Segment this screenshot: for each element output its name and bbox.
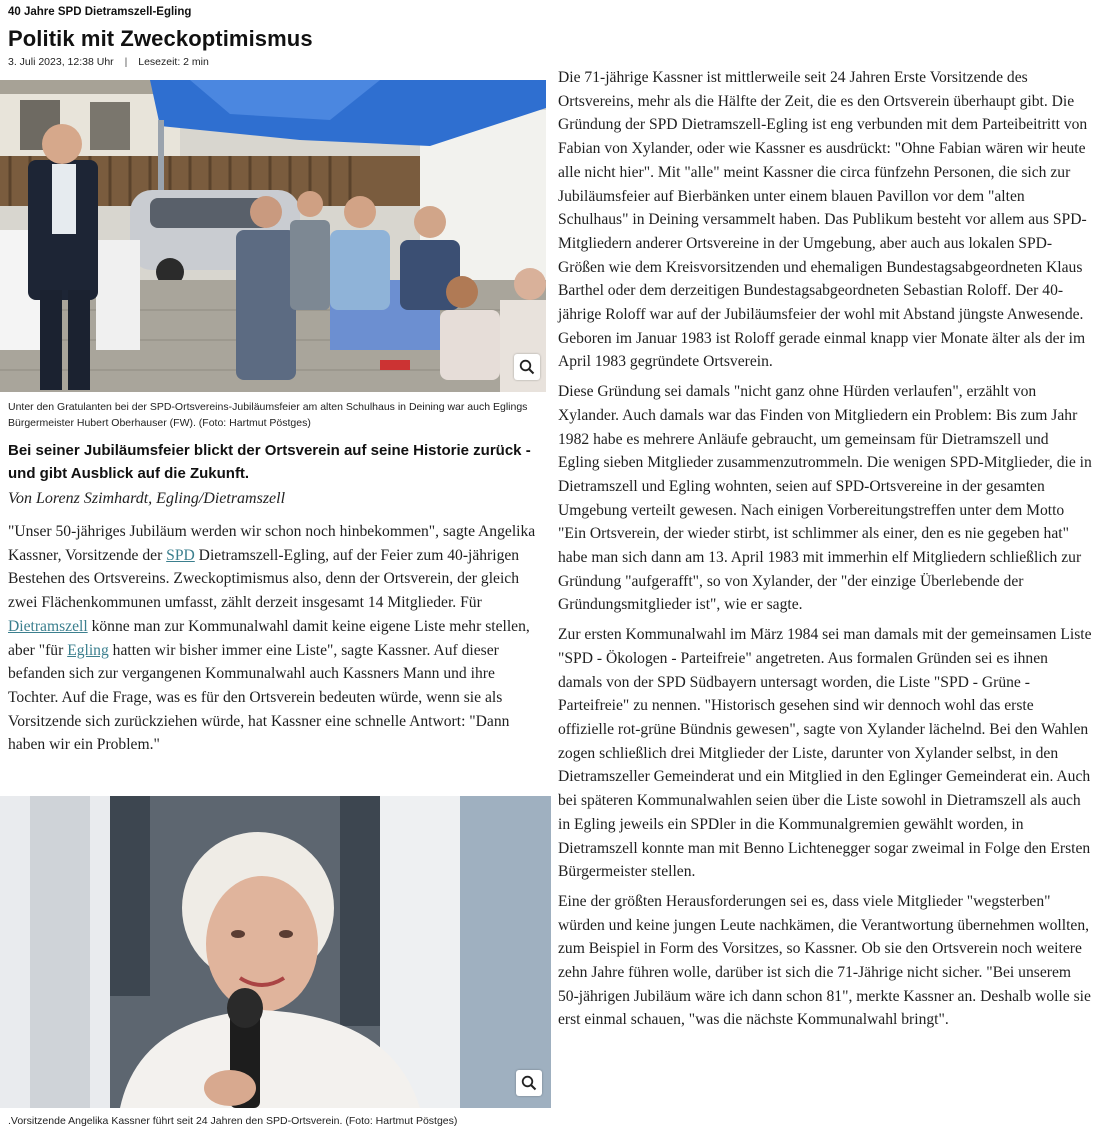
zoom-icon	[521, 1075, 537, 1091]
body-paragraph: Diese Gründung sei damals "nicht ganz ohne Hürden verlaufen", erzählt von Xylander. Auch damals war das Finden von Mitgliedern ein Problem: Bis zum Jahr 1982 habe es mehrere Anläufe gebraucht, um gemeinsam für Dietramszell und Egling sieben Mitglieder zusammenzutrommeln. Die wenigen SPD-Mitglieder, die in Dietramszell und Egling wohnten, seien auf SPD-Ortsvereine in der gesamten Umgebung verteilt gewesen. Nach einigen Vorbereitungstreffen unter dem Motto "Ein Ortsverein, der wieder stirbt, ist schlimmer als einer, den es nie gegeben hat" habe man sich dann am 13. April 1983 mit immerhin elf Mitgliedern schließlich zur Gründung "aufgerafft", so von Xylander, der "der einzige Überlebende der Gründungsmitglieder ist", wie er sagte.	[558, 383, 1092, 614]
reading-time: Lesezeit: 2 min	[138, 56, 209, 68]
lead-text: Dietramszell-Egling, auf der Feier zum 40-jährigen Bestehen des Ortsvereins. Zweckoptimismus also, denn der Ortsverein, der gleich zwei Flächenkommunen umfasst, zählt derzeit insgesamt 14 Mitglieder. Für	[8, 546, 520, 612]
article-meta	[8, 56, 209, 68]
zoom-button[interactable]	[514, 354, 540, 380]
lead-text: "Unser 50-jähriges Jubiläum werden wir schon noch hinbekommen", sagte Angelika Kassner, Vorsitzende der	[8, 523, 536, 564]
article-byline: Von Lorenz Szimhardt, Egling/Dietramszell	[8, 490, 286, 507]
right-column	[558, 66, 1092, 1038]
celebration-photo-illustration	[0, 80, 546, 392]
publish-date: 3. Juli 2023, 12:38 Uhr	[8, 56, 114, 68]
body-paragraph: Zur ersten Kommunalwahl im März 1984 sei man damals mit der gemeinsamen Liste "SPD - Ökologen - Parteifreie" angetreten. Aus formalen Gründen sei es ihnen damals von der SPD Südbayern untersagt worden, die Liste "SPD - Grüne - Parteifreie" zu nennen. "Historisch gesehen sind wir dennoch wohl das erste offizielle rot-grüne Bündnis gewesen", sagte von Xylander lächelnd. Bei den Wahlen zogen schließlich drei Mitglieder der Liste, darunter von Xylander selbst, in den Dietramszeller Gemeinderat und ein Mitglied in den Eglinger Gemeinderat ein. Auch bei späteren Kommunalwahlen seien über die Liste sowohl in Dietramszell als auch in Egling jeweils ein SPDler in die Kommunalgremien gewählt worden, in Dietramszell konnte man mit Benno Lichtenegger sogar zweimal in Folge den Ersten Bürgermeister stellen.	[558, 626, 1092, 881]
body-paragraph: Die 71-jährige Kassner ist mittlerweile seit 24 Jahren Erste Vorsitzende des Ortsvereins, mehr als die Hälfte der Zeit, die es den Ortsverein überhaupt gibt. Die Gründung der SPD Dietramszell-Egling ist eng verbunden mit dem Parteibeitritt von Fabian von Xylander, oder wie Kassner es ausdrückt: "Ohne Fabian wären wir heute alle nicht hier". Mit "alle" meint Kassner die circa fünfzehn Personen, die sich zur Jubiläumsfeier auf Bierbänken unter einem blauen Pavillon vor dem "alten Schulhaus" in Deining versammelt haben. Das Publikum besteht vor allem aus SPD-Mitgliedern anderer Ortsvereine in der Umgebung, aber auch aus lokalen SPD-Größen wie dem Kreisvorsitzenden und ehemaligen Bundestagsabgeordneten Klaus Barthel oder dem derzeitigen Bundestagsabgeordneten Sebastian Roloff. Der 40-jährige Roloff war auf der Jubiläumsfeier der wohl mit Abstand jüngste Anwesende. Geboren im Januar 1983 ist Roloff gerade einmal knapp vier Monate älter als der im April 1983 gegründete Ortsverein.	[558, 69, 1088, 371]
lead-text: hatten wir bisher immer eine Liste", sagte Kassner. Auf dieser befanden sich zur vergangenen Kommunalwahl auch Kassners Mann und ihre Tochter. Auf die Frage, was es für den Ortsverein bedeuten würde, wenn sie als Vorsitzende sich zurückziehen würde, hat Kassner eine schnelle Antwort: "Dann haben wir ein Problem."	[8, 641, 510, 754]
zoom-button[interactable]	[516, 1070, 542, 1096]
lead-text: könne man zur Kommunalwahl damit keine eigene Liste mehr stellen, aber "für	[8, 617, 530, 659]
lead-paragraph	[8, 520, 544, 757]
link-egling[interactable]: Egling	[67, 641, 109, 659]
article-teaser: Bei seiner Jubiläumsfeier blickt der Ortsverein auf seine Historie zurück - und gibt Ausblick auf die Zukunft.	[8, 442, 531, 482]
photo-caption: Unter den Gratulanten bei der SPD-Ortsvereins-Jubiläumsfeier am alten Schulhaus in Deining war auch Eglings Bürgermeister Hubert Oberhauser (FW). (Foto: Hartmut Pöstges)	[8, 401, 528, 429]
meta-separator: |	[124, 56, 128, 68]
article-photo-portrait[interactable]	[0, 796, 551, 1108]
article-kicker: 40 Jahre SPD Dietramszell-Egling	[8, 6, 192, 18]
portrait-photo-illustration	[0, 796, 551, 1108]
link-spd[interactable]: SPD	[166, 546, 195, 564]
article-photo-celebration[interactable]	[0, 80, 546, 392]
article-headline: Politik mit Zweckoptimismus	[8, 26, 313, 51]
body-paragraph: Eine der größten Herausforderungen sei es, dass viele Mitglieder "wegsterben" würden und keine jungen Leute nachkämen, die Verantwortung übernehmen wollten, zum Beispiel in Form des Vorsitzes, so Kassner. Ob sie den Ortsverein noch weitere zehn Jahre führen wolle, darüber ist sich die 71-Jährige nicht sicher. "Bei unserem 50-jährigen Jubiläum wäre ich dann schon 81", merkte Kassner an. Deshalb wolle sie erst einmal schauen, "was die nächste Kommunalwahl bringt".	[558, 892, 1091, 1029]
photo-caption: .Vorsitzende Angelika Kassner führt seit 24 Jahren den SPD-Ortsverein. (Foto: Hartmut Pöstges)	[8, 1115, 458, 1127]
link-dietramszell[interactable]: Dietramszell	[8, 617, 88, 635]
zoom-icon	[519, 359, 535, 375]
